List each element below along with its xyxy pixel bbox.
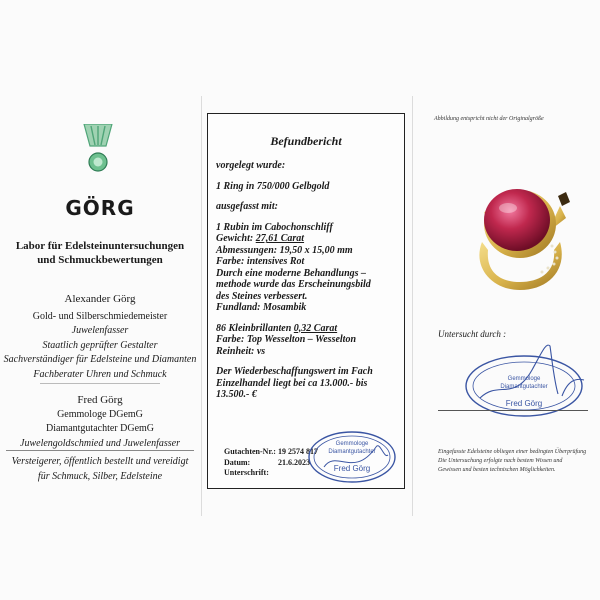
logo-pendant-icon [82,124,114,176]
diamond-color: Farbe: Top Wesselton – Wesselton [216,334,357,345]
signature-line [438,410,588,411]
diamond-clarity: Reinheit: vs [216,345,266,357]
disclaimer-line: Eingefasste Edelsteine obliegen einer bedingten Überprüfung [438,449,587,455]
credential: Juwelengoldschmied und Juwelenfasser [20,437,180,449]
auctioneer-note [0,455,200,484]
fold-line-left [201,96,202,516]
stamp-seal [306,429,398,485]
photo-caption: Abbildung entspricht nicht der Originalgröße [434,116,544,122]
credential: Sachverständiger für Edelsteine und Diamanten [3,354,197,365]
report-title: Befundbericht [270,134,342,148]
treatment-line: methode wurde das Erscheinungsbild [216,279,371,290]
divider [40,383,160,384]
right-panel [420,0,600,600]
person-name: Alexander Görg [64,293,136,305]
disclaimer-line: Gewissen und besten technischen Möglichkeiten. [438,467,556,473]
value-line: 13.500.- € [216,389,257,400]
person-alexander [0,292,200,382]
treatment-line: des Steines verbessert. [216,290,308,302]
findings-report [207,113,405,489]
lab-description [0,239,200,267]
brand-name: GÖRG [65,196,135,220]
diamonds-description: 86 Kleinbrillanten 0,32 Carat [216,322,338,334]
stamp-seal-signed [458,340,590,420]
report-number: Gutachten-Nr.: 19 2574 817 [224,447,318,456]
stone-description: 1 Rubin im Cabochonschliff [216,221,333,233]
footer-line: für Schmuck, Silber, Edelsteine [37,470,163,482]
stone-weight: Gewicht: 27,61 Carat [216,233,305,244]
stone-origin: Fundland: Mosambik [216,302,307,313]
ring-photo [462,172,578,292]
credential: Gold- und Silberschmiedemeister [32,310,168,322]
report-meta [224,447,318,479]
left-panel [0,0,200,600]
credential: Gemmologe DGemG [57,408,143,420]
report-date: Datum: 21.6.2023 [224,457,310,467]
set-label: ausgefasst mit: [216,201,278,212]
credential: Fachberater Uhren und Schmuck [33,368,167,380]
signature-label: Unterschrift: [224,468,269,477]
value-line: Der Wiederbeschaffungswert im Fach [216,366,373,377]
lab-line: Labor für Edelsteinuntersuchungen [15,240,185,252]
person-name: Fred Görg [77,394,123,406]
treatment-line: Durch eine moderne Behandlungs – [216,267,367,279]
lab-line: und Schmuckbewertungen [37,254,163,266]
presented-label: vorgelegt wurde: [216,160,286,171]
credential: Diamantgutachter DGemG [45,423,155,434]
item-description: 1 Ring in 750/000 Gelbgold [216,180,330,192]
disclaimer [438,448,598,475]
credential: Staatlich geprüfter Gestalter [42,339,158,351]
value-line: Einzelhandel liegt bei ca 13.000.- bis [216,377,368,389]
person-fred [0,393,200,451]
disclaimer-line: Die Untersuchung erfolgte nach bestem Wissen und [438,458,563,464]
stamp-name: Fred Görg [333,464,371,473]
divider [6,450,194,451]
credential: Juwelenfasser [71,325,129,336]
footer-line: Versteigerer, öffentlich bestellt und vereidigt [11,456,189,467]
stone-color: Farbe: intensives Rot [216,256,305,267]
report-body [216,160,400,401]
stamp-line: Diamantgutachter [328,449,376,455]
stamp-name: Fred Görg [505,399,543,408]
stamp-line: Gemmologe [335,441,369,447]
examined-label: Untersucht durch : [438,329,507,339]
stamp-line: Diamantgutachter [500,384,548,390]
fold-line-right [412,96,413,516]
stone-dimensions: Abmessungen: 19,50 x 15,00 mm [216,244,353,256]
stamp-line: Gemmologe [507,376,541,382]
